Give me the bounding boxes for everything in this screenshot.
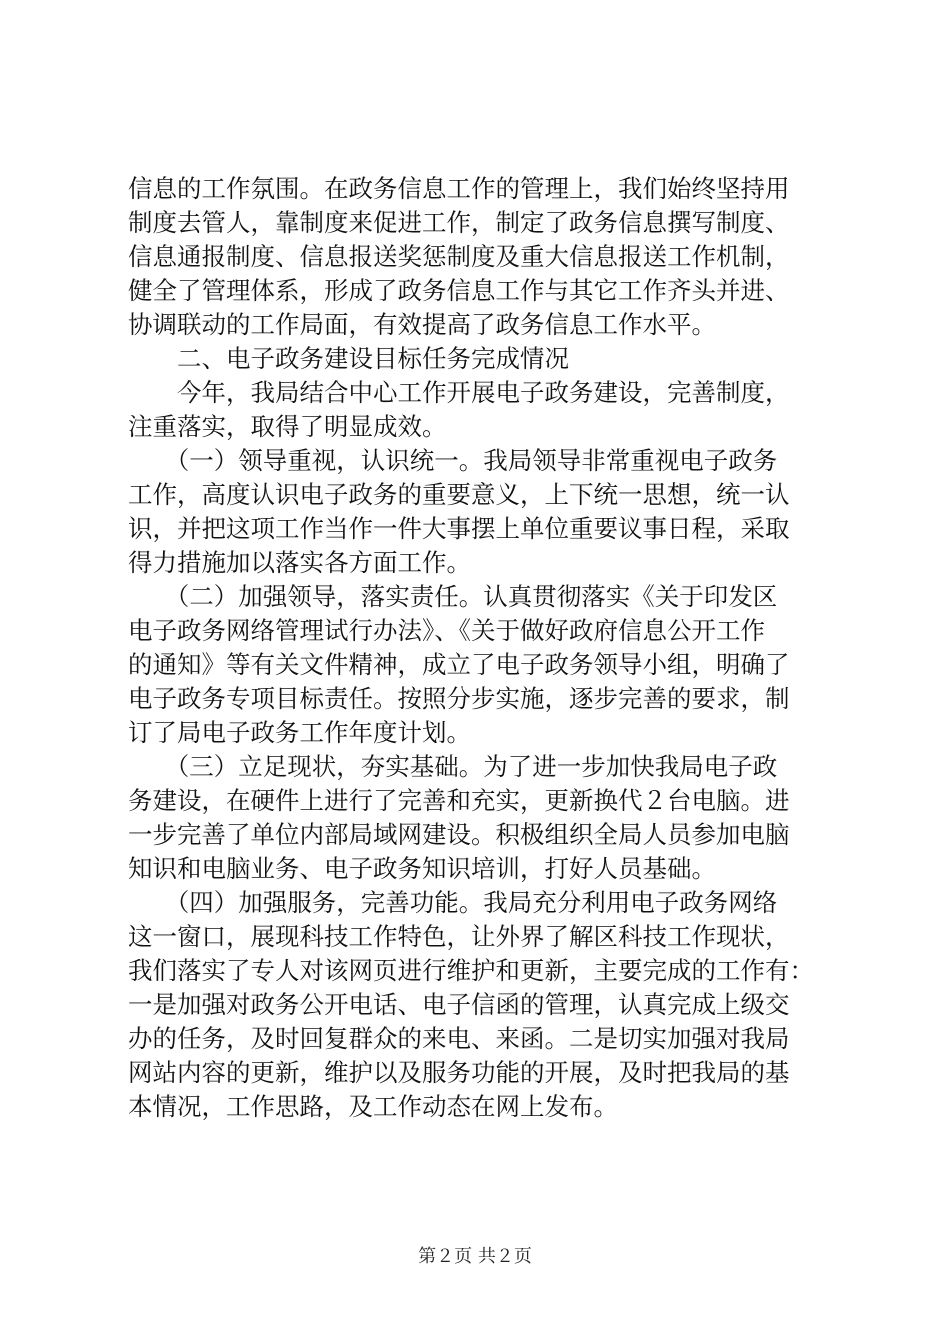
- text-line: （二）加强领导，落实责任。认真贯彻落实《关于印发区: [128, 582, 778, 611]
- text-line: （一）领导重视，认识统一。我局领导非常重视电子政务: [128, 446, 778, 475]
- text-line: 这一窗口，展现科技工作特色，让外界了解区科技工作现状，: [128, 922, 790, 951]
- document-body: [128, 172, 828, 1124]
- text-line: 网站内容的更新，维护以及服务功能的开展，及时把我局的基: [128, 1058, 790, 1087]
- text-line: 本情况，工作思路，及工作动态在网上发布。: [128, 1092, 618, 1121]
- page-number: 第２页 共２页: [418, 1246, 532, 1267]
- text-line: 务建设，在硬件上进行了完善和充实，更新换代２台电脑。进: [128, 786, 790, 815]
- text-line: 电子政务专项目标责任。按照分步实施，逐步完善的要求，制: [128, 684, 790, 713]
- text-line: 工作，高度认识电子政务的重要意义，上下统一思想，统一认: [128, 480, 790, 509]
- text-line: 协调联动的工作局面，有效提高了政务信息工作水平。: [128, 310, 716, 339]
- text-line: 订了局电子政务工作年度计划。: [128, 718, 471, 747]
- text-line: （三）立足现状，夯实基础。为了进一步加快我局电子政: [128, 752, 778, 781]
- text-line: 办的任务，及时回复群众的来电、来函。二是切实加强对我局: [128, 1024, 790, 1053]
- text-line: 一是加强对政务公开电话、电子信函的管理，认真完成上级交: [128, 990, 790, 1019]
- text-line: 注重落实，取得了明显成效。: [128, 412, 447, 441]
- text-line: 识，并把这项工作当作一件大事摆上单位重要议事日程，采取: [128, 514, 790, 543]
- text-line: 今年，我局结合中心工作开展电子政务建设，完善制度，: [128, 378, 790, 407]
- text-line: 信息的工作氛围。在政务信息工作的管理上，我们始终坚持用: [128, 174, 790, 203]
- text-line: 制度去管人，靠制度来促进工作，制定了政务信息撰写制度、: [128, 208, 790, 237]
- text-line: 知识和电脑业务、电子政务知识培训，打好人员基础。: [128, 854, 716, 883]
- text-line: （四）加强服务，完善功能。我局充分利用电子政务网络: [128, 888, 778, 917]
- text-line: 我们落实了专人对该网页进行维护和更新，主要完成的工作有：: [128, 956, 814, 985]
- text-line: 健全了管理体系，形成了政务信息工作与其它工作齐头并进、: [128, 276, 790, 305]
- text-line: 信息通报制度、信息报送奖惩制度及重大信息报送工作机制，: [128, 242, 790, 271]
- section-heading: 二、电子政务建设目标任务完成情况: [128, 344, 569, 373]
- text-line: 一步完善了单位内部局域网建设。积极组织全局人员参加电脑: [128, 820, 790, 849]
- text-line: 的通知》等有关文件精神，成立了电子政务领导小组，明确了: [128, 650, 790, 679]
- text-line: 得力措施加以落实各方面工作。: [128, 548, 471, 577]
- text-line: 电子政务网络管理试行办法》、《关于做好政府信息公开工作: [128, 616, 765, 645]
